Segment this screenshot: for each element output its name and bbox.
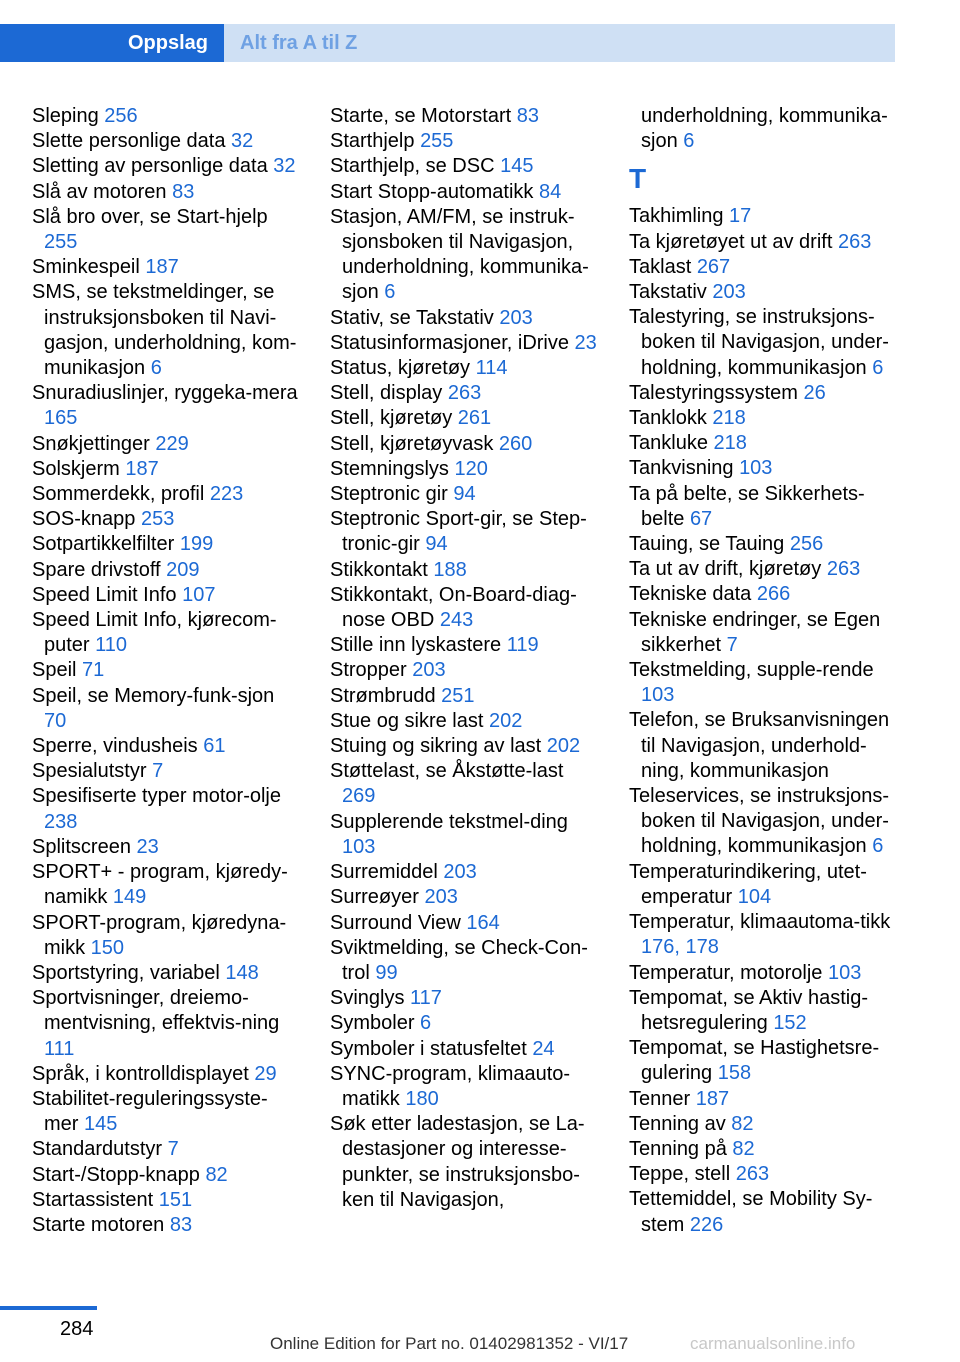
page-link[interactable]: 82 <box>731 1112 754 1135</box>
index-entry <box>32 255 300 280</box>
index-column-2 <box>330 104 598 1213</box>
page-link[interactable]: 114 <box>475 357 508 380</box>
entry-text: Tekstmelding, supple-rende <box>629 659 874 682</box>
entry-text: Speed Limit Info <box>32 583 183 606</box>
page-link[interactable]: 203 <box>712 281 746 304</box>
index-entry <box>629 305 897 381</box>
page-link[interactable]: 187 <box>145 256 179 279</box>
page-link[interactable]: 263 <box>826 558 861 581</box>
page-link[interactable]: 29 <box>254 1062 277 1085</box>
page-link[interactable]: 23 <box>136 835 159 858</box>
index-entry <box>32 911 300 961</box>
index-entry <box>330 734 598 759</box>
index-entry <box>629 557 897 582</box>
entry-text: Spesifiserte typer motor-olje <box>32 785 281 808</box>
entry-text: Tenning på <box>629 1137 733 1160</box>
index-entry <box>330 306 598 331</box>
entry-text: Standardutstyr <box>32 1138 168 1161</box>
page-link[interactable]: 176, 178 <box>641 936 719 959</box>
page-link[interactable]: 23 <box>574 331 597 354</box>
index-entry <box>629 280 897 305</box>
entry-text: Start Stopp-automatikk <box>330 180 539 203</box>
index-entry <box>629 1036 897 1086</box>
page-link[interactable]: 209 <box>166 558 200 581</box>
index-entry <box>32 1213 300 1238</box>
page-link[interactable]: 103 <box>342 835 376 858</box>
page-link[interactable]: 187 <box>125 457 159 480</box>
page-link[interactable]: 110 <box>95 634 128 657</box>
page-link[interactable]: 6 <box>150 357 162 380</box>
index-entry <box>330 331 598 356</box>
page-link[interactable]: 203 <box>412 659 446 682</box>
index-entry <box>32 280 300 381</box>
entry-text: Tanklokk <box>629 407 713 430</box>
continuation-entry <box>629 104 897 154</box>
entry-text: Sperre, vindusheis <box>32 735 204 758</box>
page-link[interactable]: 61 <box>203 735 226 758</box>
index-entry <box>330 205 598 306</box>
entry-text: Støttelast, se Åkstøtte-last <box>330 760 564 783</box>
entry-text: Tankvisning <box>629 457 740 480</box>
entry-text: Stille inn lyskastere <box>330 634 507 657</box>
index-entry <box>330 583 598 633</box>
index-entry <box>330 432 598 457</box>
index-entry <box>330 759 598 809</box>
page-link[interactable]: 263 <box>447 382 482 405</box>
page-link[interactable]: 99 <box>375 961 398 984</box>
entry-text: Språk, i kontrolldisplayet <box>32 1062 255 1085</box>
index-entry <box>330 129 598 154</box>
entry-text: Sleping <box>32 105 105 127</box>
index-entry <box>330 482 598 507</box>
index-entry <box>629 608 897 658</box>
entry-text: SOS-knapp <box>32 508 141 531</box>
index-entry <box>629 431 897 456</box>
page-link[interactable]: 103 <box>739 457 773 480</box>
page-link[interactable]: 267 <box>696 255 731 278</box>
entry-text: Sminkespeil <box>32 256 146 279</box>
page-link[interactable]: 263 <box>837 230 872 253</box>
entry-text: Solskjerm <box>32 457 126 480</box>
index-entry <box>330 709 598 734</box>
page-link[interactable]: 255 <box>420 130 454 153</box>
entry-text: Symboler i statusfeltet <box>330 1037 533 1060</box>
index-entry <box>629 986 897 1036</box>
entry-text: SYNC-program, klimaauto-matikk <box>330 1062 571 1110</box>
index-entry <box>330 1011 598 1036</box>
entry-text: Takhimling <box>629 205 730 228</box>
page-link[interactable]: 152 <box>773 1011 807 1034</box>
index-entry <box>32 658 300 683</box>
entry-text: Temperaturindikering, utet-emperatur <box>629 860 867 908</box>
page-link[interactable]: 165 <box>44 407 78 430</box>
entry-text: Spare drivstoff <box>32 558 167 581</box>
index-entry <box>330 104 598 129</box>
index-entry <box>629 658 897 708</box>
entry-text: Steptronic gir <box>330 483 454 506</box>
index-entry <box>32 986 300 1062</box>
entry-text: Starthjelp, se DSC <box>330 155 501 178</box>
tab-alt-fra-a-til-z[interactable]: Alt fra A til Z <box>240 31 358 54</box>
index-entry <box>32 129 300 154</box>
entry-text: Takstativ <box>629 281 713 304</box>
page-link[interactable]: 83 <box>169 1213 193 1236</box>
index-entry <box>629 255 897 280</box>
entry-text: Tekniske data <box>629 583 757 606</box>
entry-text: Stue og sikre last <box>330 709 489 732</box>
entry-text: Stikkontakt, On-Board-diag-nose OBD <box>330 583 577 632</box>
entry-text: Speed Limit Info, kjørecom-puter <box>32 609 277 657</box>
entry-text: Status, kjøretøy <box>330 357 476 380</box>
entry-text: SPORT+ - program, kjøredy-namikk <box>32 861 288 909</box>
index-entry <box>32 759 300 784</box>
index-entry <box>629 204 897 229</box>
entry-text: Speil <box>32 659 83 682</box>
page-link[interactable]: 24 <box>532 1037 555 1060</box>
index-entry <box>629 708 897 784</box>
index-entry <box>330 936 598 986</box>
page-link[interactable]: 269 <box>342 785 376 808</box>
entry-text: Stell, kjøretøyvask <box>330 432 499 455</box>
entry-text: Sportvisninger, dreiemo-mentvisning, effektvis-ning <box>32 987 280 1035</box>
page-number: 284 <box>60 1318 94 1340</box>
page-link[interactable]: 82 <box>732 1137 755 1160</box>
index-entry <box>32 1188 300 1213</box>
page-link[interactable]: 82 <box>205 1163 228 1186</box>
entry-text: Sportstyring, variabel <box>32 961 226 984</box>
index-entry <box>32 180 300 205</box>
watermark: carmanualsonline.info <box>690 1334 856 1353</box>
entry-text: Temperatur, motorolje <box>629 961 828 984</box>
page-link[interactable]: 180 <box>405 1087 439 1110</box>
page-link[interactable]: 103 <box>827 961 862 984</box>
index-entry <box>32 1087 300 1137</box>
edition-text: Online Edition for Part no. 01402981352 - VI/17 <box>270 1334 629 1353</box>
page-link[interactable]: 17 <box>729 205 752 228</box>
index-entry <box>330 684 598 709</box>
index-entry <box>330 633 598 658</box>
entry-text: Spesialutstyr <box>32 760 153 783</box>
page-link[interactable]: 203 <box>424 886 458 909</box>
entry-text: Temperatur, klimaautoma-tikk <box>629 911 891 934</box>
entry-text: Tekniske endringer, se Egen sikkerhet <box>629 608 881 656</box>
index-entry <box>32 583 300 608</box>
entry-text: Supplerende tekstmel-ding <box>330 810 568 833</box>
page-link[interactable]: 104 <box>737 885 772 908</box>
index-entry <box>32 205 300 255</box>
index-entry <box>629 1137 897 1162</box>
page-link[interactable]: 6 <box>384 281 396 304</box>
index-entry <box>32 381 300 431</box>
entry-text: Stabilitet-reguleringssyste-mer <box>32 1087 268 1136</box>
index-entry <box>330 885 598 910</box>
entry-text: Talestyringssystem <box>629 381 804 404</box>
page-link[interactable]: 71 <box>82 659 105 682</box>
entry-text: Symboler <box>330 1012 421 1035</box>
index-entry <box>629 532 897 557</box>
entry-text: Statusinformasjoner, iDrive <box>330 331 575 354</box>
index-entry <box>32 532 300 557</box>
page-link[interactable]: 6 <box>872 356 884 379</box>
index-entry <box>330 507 598 557</box>
index-entry <box>32 432 300 457</box>
page-link[interactable]: 223 <box>209 483 244 506</box>
index-entry <box>629 456 897 481</box>
entry-text: Starte motoren <box>32 1213 170 1236</box>
index-entry <box>629 910 897 960</box>
entry-text: Sotpartikkelfilter <box>32 533 180 556</box>
index-entry <box>330 406 598 431</box>
page-link[interactable]: 83 <box>172 180 195 203</box>
page-link[interactable]: 120 <box>454 457 488 480</box>
index-entry <box>32 558 300 583</box>
entry-text: Stikkontakt <box>330 558 434 581</box>
index-columns <box>0 104 960 1274</box>
index-entry <box>629 1162 897 1187</box>
entry-text: Slå bro over, se Start-hjelp <box>32 205 268 228</box>
entry-text: Tettemiddel, se Mobility Sy-stem <box>629 1188 873 1236</box>
page-link[interactable]: 229 <box>155 432 189 455</box>
index-entry <box>629 784 897 860</box>
page-link[interactable]: 7 <box>726 633 738 656</box>
entry-text: Snuradiuslinjer, ryggeka-mera <box>32 382 298 405</box>
entry-text: Startassistent <box>32 1188 159 1211</box>
index-entry <box>330 154 598 179</box>
footer-accent-line <box>0 1306 97 1310</box>
entry-text: Teleservices, se instruksjons-boken til Navigasjon, under-holdning, kommunikasjon <box>629 785 890 858</box>
page-link[interactable]: 203 <box>443 861 477 884</box>
index-entry <box>330 658 598 683</box>
entry-text: Teppe, stell <box>629 1163 736 1186</box>
entry-text: Tauing, se Tauing <box>629 533 790 556</box>
page-link[interactable]: 103 <box>641 684 675 707</box>
entry-text: underholdning, kommunika-sjon <box>641 105 888 153</box>
entry-text: Talestyring, se instruksjons-boken til Navigasjon, under-holdning, kommunikasjon <box>629 306 889 379</box>
page-link[interactable]: 145 <box>500 155 534 178</box>
page-link[interactable]: 7 <box>152 760 164 783</box>
index-entry <box>32 104 300 129</box>
page-link[interactable]: 32 <box>231 130 254 153</box>
index-entry <box>330 986 598 1011</box>
entry-text: Slette personlige data <box>32 130 232 153</box>
page-link[interactable]: 188 <box>433 558 467 581</box>
index-column-3 <box>629 104 897 1238</box>
entry-text: Stell, kjøretøy <box>330 407 458 430</box>
entry-text: Sletting av personlige data <box>32 155 274 178</box>
index-entry <box>32 1163 300 1188</box>
page-link[interactable]: 164 <box>466 911 500 934</box>
index-entry <box>629 230 897 255</box>
page-link[interactable]: 238 <box>44 810 78 833</box>
index-entry <box>330 810 598 860</box>
page-link[interactable]: 261 <box>457 407 492 430</box>
index-entry <box>32 835 300 860</box>
index-entry <box>32 684 300 734</box>
page-link[interactable]: 218 <box>712 407 746 430</box>
entry-text: Snøkjettinger <box>32 432 156 455</box>
page-link[interactable]: 111 <box>44 1037 75 1060</box>
entry-text: Tankluke <box>629 432 714 455</box>
page-link[interactable]: 187 <box>695 1087 730 1110</box>
entry-text: Surremiddel <box>330 861 444 884</box>
index-entry <box>32 1062 300 1087</box>
page-link[interactable]: 26 <box>803 381 826 404</box>
entry-text: Telefon, se Bruksanvisningen til Navigasjon, underhold-ning, kommunikasjon <box>629 709 890 782</box>
index-entry <box>330 180 598 205</box>
page-link[interactable]: 256 <box>789 533 824 556</box>
page-link[interactable]: 202 <box>546 735 581 758</box>
index-entry <box>330 1037 598 1062</box>
page-link[interactable]: 94 <box>453 483 476 506</box>
index-entry <box>330 1112 598 1213</box>
page-link[interactable]: 6 <box>872 835 884 858</box>
index-entry <box>629 1112 897 1137</box>
entry-text: Speil, se Memory-funk-sjon <box>32 684 275 707</box>
index-entry <box>629 1187 897 1237</box>
page-link[interactable]: 251 <box>441 684 475 707</box>
page-link[interactable]: 145 <box>84 1113 118 1136</box>
index-entry <box>629 482 897 532</box>
index-entry <box>32 734 300 759</box>
entry-text: SPORT-program, kjøredyna-mikk <box>32 911 287 959</box>
page-link[interactable]: 260 <box>498 432 533 455</box>
entry-text: Tempomat, se Hastighetsre-gulering <box>629 1037 880 1085</box>
section-letter: T <box>629 163 647 195</box>
page-link[interactable]: 84 <box>538 180 562 203</box>
page-link[interactable]: 83 <box>516 105 539 127</box>
page-link[interactable]: 117 <box>410 987 442 1010</box>
page-link[interactable]: 6 <box>683 130 695 153</box>
index-entry <box>330 356 598 381</box>
page-link[interactable]: 149 <box>112 886 147 909</box>
index-entry <box>32 457 300 482</box>
entry-text: Steptronic Sport-gir, se Step-tronic-gir <box>330 508 587 556</box>
entry-text: Stemningslys <box>330 457 455 480</box>
index-entry <box>32 1137 300 1162</box>
page-link[interactable]: 158 <box>717 1062 752 1085</box>
entry-text: Splitscreen <box>32 835 137 858</box>
index-entry <box>32 961 300 986</box>
page-link[interactable]: 107 <box>182 583 216 606</box>
entry-text: Stasjon, AM/FM, se instruk-sjonsboken til Navigasjon, underholdning, kommunika-sjon <box>330 205 589 304</box>
index-entry <box>330 381 598 406</box>
page-link[interactable]: 266 <box>756 583 791 606</box>
entry-text: Start-/Stopp-knapp <box>32 1163 206 1186</box>
index-entry <box>629 406 897 431</box>
entry-text: Surreøyer <box>330 886 425 909</box>
page-link[interactable]: 119 <box>506 634 539 657</box>
entry-text: Ta ut av drift, kjøretøy <box>629 558 827 581</box>
index-entry <box>629 1087 897 1112</box>
entry-text: Strømbrudd <box>330 684 442 707</box>
entry-text: SMS, se tekstmeldinger, se instruksjonsboken til Navi-gasjon, underholdning, kom-munikasjon <box>32 281 297 380</box>
page-link[interactable]: 243 <box>439 609 474 632</box>
entry-text: Sviktmelding, se Check-Con-trol <box>330 936 588 984</box>
page-link[interactable]: 203 <box>499 306 533 329</box>
page-link[interactable]: 94 <box>425 533 448 556</box>
index-entry <box>629 582 897 607</box>
page-link[interactable]: 263 <box>735 1163 770 1186</box>
entry-text: Stropper <box>330 659 413 682</box>
entry-text: Starte, se Motorstart <box>330 105 517 127</box>
entry-text: Svinglys <box>330 987 411 1010</box>
page-link[interactable]: 151 <box>158 1188 193 1211</box>
index-entry <box>629 381 897 406</box>
index-column-1 <box>32 104 300 1238</box>
entry-text: Stell, display <box>330 382 448 405</box>
page-link[interactable]: 6 <box>420 1012 432 1035</box>
index-entry <box>330 860 598 885</box>
page-link[interactable]: 256 <box>104 105 138 127</box>
page-link[interactable]: 70 <box>44 709 67 732</box>
page-header <box>0 0 960 62</box>
entry-text: Slå av motoren <box>32 180 173 203</box>
page-link[interactable]: 148 <box>225 961 259 984</box>
index-entry <box>32 482 300 507</box>
entry-text: Tenning av <box>629 1112 732 1135</box>
index-entry <box>32 860 300 910</box>
page-link[interactable]: 202 <box>488 709 523 732</box>
tab-oppslag[interactable]: Oppslag <box>0 24 224 62</box>
page-link[interactable]: 218 <box>713 432 747 455</box>
entry-text: Ta på belte, se Sikkerhets-belte <box>629 482 865 530</box>
page-link[interactable]: 226 <box>689 1213 724 1236</box>
page-link[interactable]: 253 <box>140 508 175 531</box>
index-entry <box>32 507 300 532</box>
index-entry <box>330 457 598 482</box>
index-entry <box>32 154 300 179</box>
page-link[interactable]: 150 <box>90 936 125 959</box>
index-entry <box>330 1062 598 1112</box>
page-link[interactable]: 32 <box>273 155 296 178</box>
page-link[interactable]: 7 <box>167 1138 179 1161</box>
entry-text: Starthjelp <box>330 130 421 153</box>
entry-text: Sommerdekk, profil <box>32 483 210 506</box>
index-entry <box>629 961 897 986</box>
index-entry <box>330 911 598 936</box>
page-link[interactable]: 199 <box>179 533 214 556</box>
entry-text: Taklast <box>629 255 697 278</box>
entry-text: Stuing og sikring av last <box>330 735 547 758</box>
entry-text: Søk etter ladestasjon, se La-destasjoner og interesse-punkter, se instruksjonsbo-ken til Navigasjon, <box>330 1113 585 1211</box>
entry-text: Stativ, se Takstativ <box>330 306 500 329</box>
entry-text: Tenner <box>629 1087 696 1110</box>
index-entry <box>330 558 598 583</box>
entry-text: Surround View <box>330 911 467 934</box>
index-entry <box>629 860 897 910</box>
page-link[interactable]: 67 <box>689 507 713 530</box>
index-entry <box>32 784 300 834</box>
index-entry <box>32 608 300 658</box>
entry-text: Tempomat, se Aktiv hastig-hetsregulering <box>629 986 868 1034</box>
entry-text: Ta kjøretøyet ut av drift <box>629 230 838 253</box>
page-link[interactable]: 255 <box>44 231 78 254</box>
